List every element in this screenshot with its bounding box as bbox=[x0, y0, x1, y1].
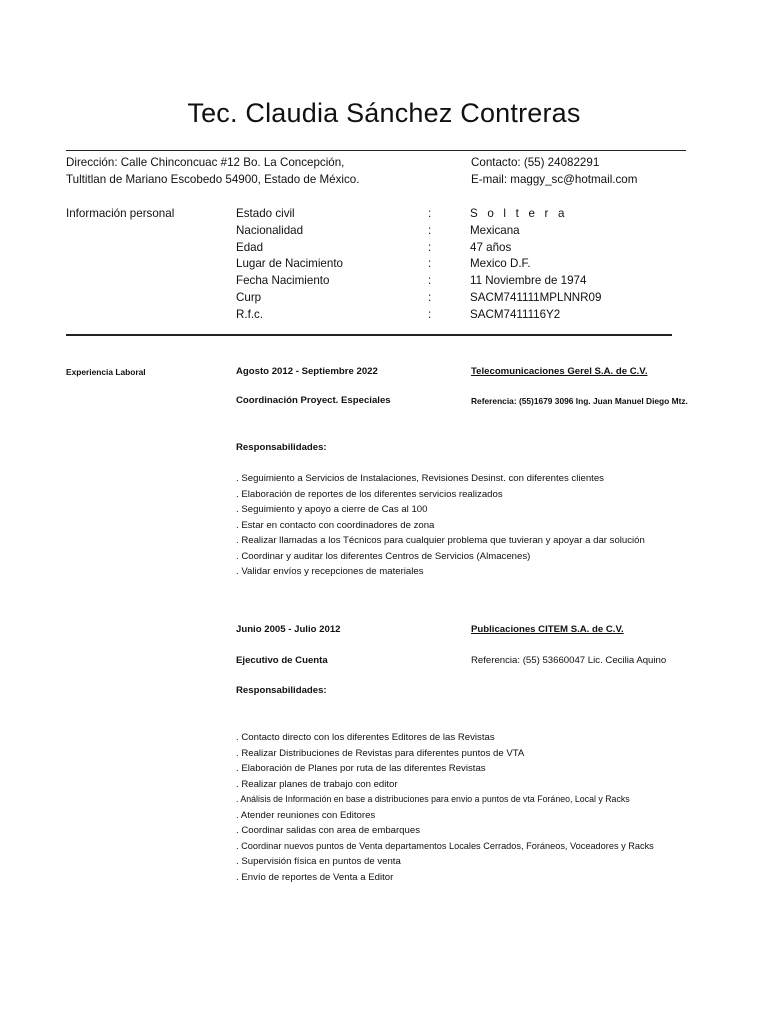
phone-contact: Contacto: (55) 24082291 bbox=[471, 156, 600, 169]
address-line-1: Dirección: Calle Chinconcuac #12 Bo. La Concepción, bbox=[66, 156, 345, 169]
field-value: 47 años bbox=[470, 241, 512, 254]
email-contact: E-mail: maggy_sc@hotmail.com bbox=[471, 173, 638, 186]
field-separator: : bbox=[428, 241, 432, 254]
field-separator: : bbox=[428, 274, 432, 287]
list-item: . Coordinar nuevos puntos de Venta departamentos Locales Cerrados, Foráneos, Voceadores y Racks bbox=[236, 840, 654, 851]
job-company: Publicaciones CITEM S.A. de C.V. bbox=[471, 624, 624, 635]
list-item: . Realizar llamadas a los Técnicos para cualquier problema que tuvieran y apoyar a dar solución bbox=[236, 535, 645, 546]
job-position: Coordinación Proyect. Especiales bbox=[236, 395, 391, 406]
field-label: Estado civil bbox=[236, 207, 295, 220]
field-label: Fecha Nacimiento bbox=[236, 274, 330, 287]
list-item: . Contacto directo con los diferentes Editores de las Revistas bbox=[236, 732, 495, 743]
list-item: . Envío de reportes de Venta a Editor bbox=[236, 871, 394, 883]
field-value: Mexicana bbox=[470, 224, 520, 237]
job-position: Ejecutivo de Cuenta bbox=[236, 655, 328, 666]
list-item: . Coordinar y auditar los diferentes Centros de Servicios (Almacenes) bbox=[236, 550, 531, 562]
section-divider bbox=[66, 334, 672, 336]
responsibilities-list bbox=[236, 471, 645, 580]
field-separator: : bbox=[428, 291, 432, 304]
list-item: . Realizar planes de trabajo con editor bbox=[236, 778, 398, 790]
field-value: Mexico D.F. bbox=[470, 257, 531, 270]
field-separator: : bbox=[428, 224, 432, 237]
list-item: . Seguimiento y apoyo a cierre de Cas al 100 bbox=[236, 504, 428, 515]
field-separator: : bbox=[428, 207, 432, 220]
field-label: Lugar de Nacimiento bbox=[236, 257, 343, 270]
personal-info-heading: Información personal bbox=[66, 207, 175, 220]
field-separator: : bbox=[428, 257, 432, 270]
field-label: Edad bbox=[236, 241, 264, 254]
list-item: . Atender reuniones con Editores bbox=[236, 809, 376, 821]
list-item: . Elaboración de reportes de los diferentes servicios realizados bbox=[236, 488, 503, 500]
experience-heading: Experiencia Laboral bbox=[66, 367, 146, 377]
header-divider bbox=[66, 150, 686, 151]
field-value: SACM741111MPLNNR09 bbox=[470, 291, 602, 304]
field-label: Curp bbox=[236, 291, 262, 304]
field-label: Nacionalidad bbox=[236, 224, 304, 237]
list-item: . Realizar Distribuciones de Revistas para diferentes puntos de VTA bbox=[236, 747, 525, 759]
list-item: . Validar envíos y recepciones de materiales bbox=[236, 566, 424, 577]
responsibilities-list bbox=[236, 730, 654, 885]
address-line-2: Tultitlan de Mariano Escobedo 54900, Estado de México. bbox=[66, 173, 360, 186]
field-label: R.f.c. bbox=[236, 308, 264, 321]
list-item: . Coordinar salidas con area de embarques bbox=[236, 825, 420, 836]
list-item: . Supervisión física en puntos de venta bbox=[236, 856, 401, 867]
list-item: . Estar en contacto con coordinadores de zona bbox=[236, 519, 435, 531]
list-item: . Elaboración de Planes por ruta de las diferentes Revistas bbox=[236, 763, 486, 774]
responsibilities-heading: Responsabilidades: bbox=[236, 442, 327, 453]
job-period: Junio 2005 - Julio 2012 bbox=[236, 624, 341, 635]
field-value: S o l t e r a bbox=[470, 207, 568, 220]
job-reference: Referencia: (55) 53660047 Lic. Cecilia Aquino bbox=[471, 655, 667, 666]
field-separator: : bbox=[428, 308, 432, 321]
responsibilities-heading: Responsabilidades: bbox=[236, 685, 327, 696]
job-period: Agosto 2012 - Septiembre 2022 bbox=[236, 366, 378, 377]
field-value: SACM7411116Y2 bbox=[470, 308, 561, 321]
list-item: . Seguimiento a Servicios de Instalaciones, Revisiones Desinst. con diferentes clientes bbox=[236, 473, 604, 484]
job-reference: Referencia: (55)1679 3096 Ing. Juan Manuel Diego Mtz. bbox=[471, 396, 688, 406]
field-value: 11 Noviembre de 1974 bbox=[470, 274, 587, 287]
job-company: Telecomunicaciones Gerel S.A. de C.V. bbox=[471, 366, 648, 377]
resume-name: Tec. Claudia Sánchez Contreras bbox=[187, 98, 581, 128]
list-item: . Análisis de Información en base a distribuciones para envio a puntos de vta Foráneo, Local y Racks bbox=[236, 794, 630, 804]
